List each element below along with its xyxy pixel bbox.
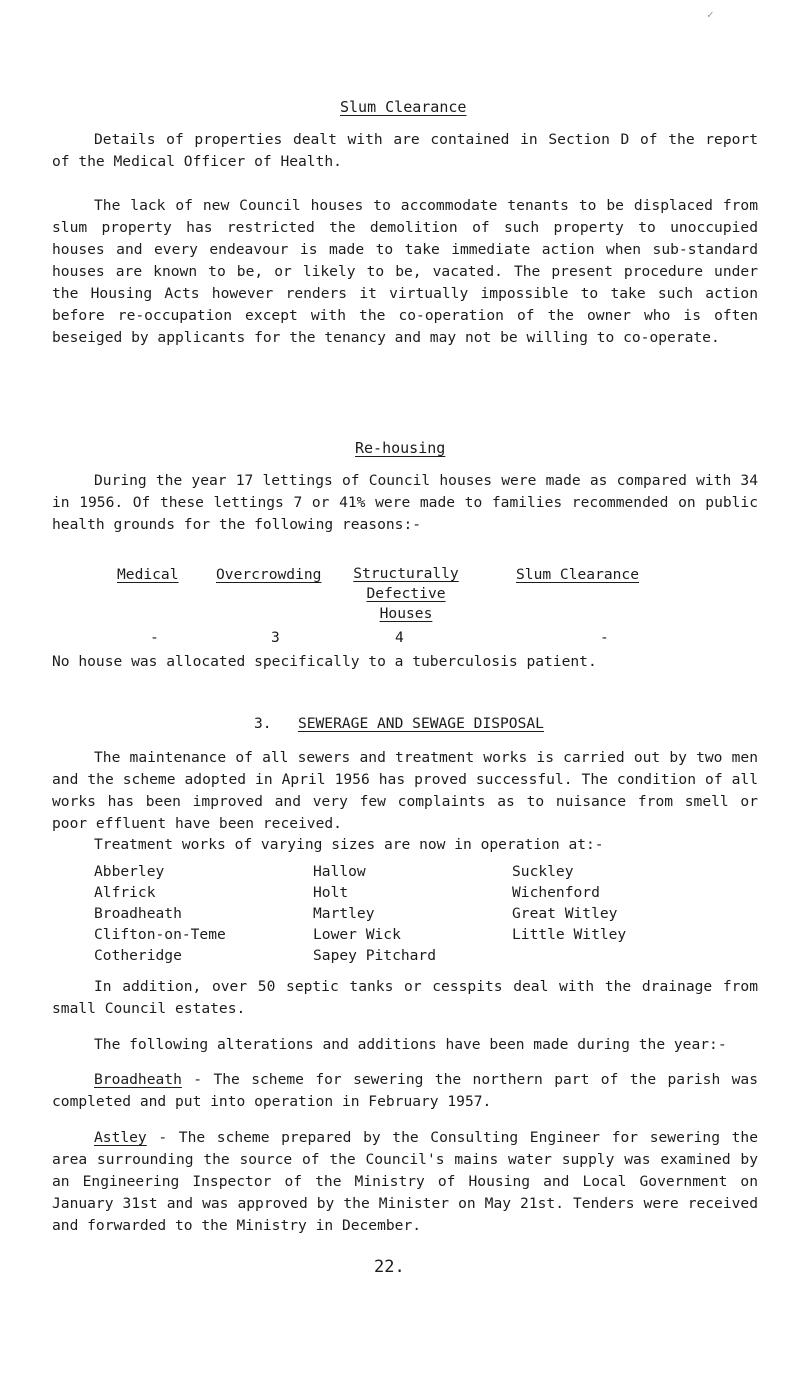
treatment-works-item: Lower Wick bbox=[313, 926, 401, 943]
reason-header-structural bbox=[338, 564, 474, 624]
sewerage-paragraph: The maintenance of all sewers and treatment works is carried out by two men and the scheme adopted in April 1956 has proved successful. The condition of all works has been improved and very few complaints as to nuisance from smell or poor effluent have been received. bbox=[52, 749, 758, 832]
reason-value-structural: 4 bbox=[395, 629, 404, 646]
alterations-intro: The following alterations and additions have been made during the year:- bbox=[94, 1036, 727, 1053]
rehousing-heading: Re-housing bbox=[355, 439, 446, 457]
treatment-works-column-2 bbox=[313, 861, 436, 966]
treatment-works-item: Little Witley bbox=[512, 926, 627, 943]
treatment-works-item: Clifton-on-Teme bbox=[94, 926, 226, 943]
slum-clearance-paragraph-2: The lack of new Council houses to accommodate tenants to be displaced from slum property has restricted the demolition of such property to unoccupied houses and every endeavour is made to take immediate action when sub-standard houses are known to be, or likely to be, vacated. The present procedure under the Housing Acts however renders it virtually impossible to take such action before re-occupation except with the co-operation of the owner who is often beseiged by applicants for the tenancy and may not be willing to co-operate. bbox=[52, 197, 758, 346]
treatment-works-item: Abberley bbox=[94, 863, 165, 880]
alteration-text-astley: - The scheme prepared by the Consulting Engineer for sewering the area surrounding the source of the Council's mains water supply was examined by an Engineering Inspector of the Ministry of Housing and Local Government on January 31st and was approved by the Minister on May 21st. Tenders were received and forwarded to the Ministry in December. bbox=[52, 1129, 758, 1234]
alteration-astley bbox=[52, 1127, 758, 1237]
reason-value-slum-clearance: - bbox=[600, 629, 609, 646]
treatment-works-item: Suckley bbox=[512, 863, 574, 880]
treatment-works-item: Sapey Pitchard bbox=[313, 947, 437, 964]
treatment-works-item: Wichenford bbox=[512, 884, 600, 901]
pencil-tick-mark: ✓ bbox=[707, 8, 714, 21]
treatment-works-item: Great Witley bbox=[512, 905, 618, 922]
reason-header-structural-line-2: Defective bbox=[366, 585, 446, 602]
reason-header-slum-clearance: Slum Clearance bbox=[516, 566, 640, 583]
treatment-works-item: Hallow bbox=[313, 863, 366, 880]
reason-header-structural-line-1: Structurally bbox=[353, 565, 459, 582]
reason-header-medical: Medical bbox=[117, 566, 179, 583]
treatment-works-item: Martley bbox=[313, 905, 375, 922]
sewerage-heading bbox=[254, 713, 544, 735]
treatment-works-item: Cotheridge bbox=[94, 947, 182, 964]
page-number: 22. bbox=[374, 1257, 405, 1277]
treatment-works-column-1 bbox=[94, 861, 226, 966]
treatment-works-item: Holt bbox=[313, 884, 349, 901]
alteration-text-broadheath: - The scheme for sewering the northern part of the parish was completed and put into operation in February 1957. bbox=[52, 1071, 758, 1110]
alteration-place-astley: Astley bbox=[94, 1129, 147, 1146]
tuberculosis-note: No house was allocated specifically to a tuberculosis patient. bbox=[52, 653, 597, 670]
reason-value-overcrowding: 3 bbox=[271, 629, 280, 646]
alteration-broadheath bbox=[52, 1069, 758, 1113]
septic-tanks-paragraph: In addition, over 50 septic tanks or cesspits deal with the drainage from small Council estates. bbox=[52, 978, 758, 1017]
rehousing-intro: During the year 17 lettings of Council houses were made as compared with 34 in 1956. Of these lettings 7 or 41% were made to families recommended on public health grounds for the following reasons:- bbox=[52, 472, 758, 533]
slum-clearance-paragraph-1: Details of properties dealt with are contained in Section D of the report of the Medical Officer of Health. bbox=[52, 131, 758, 170]
treatment-works-intro: Treatment works of varying sizes are now in operation at:- bbox=[94, 836, 604, 853]
sewerage-heading-title: SEWERAGE AND SEWAGE DISPOSAL bbox=[297, 715, 544, 732]
reason-header-structural-line-3: Houses bbox=[379, 605, 433, 622]
reason-header-overcrowding: Overcrowding bbox=[216, 566, 322, 583]
treatment-works-item: Broadheath bbox=[94, 905, 182, 922]
treatment-works-item: Alfrick bbox=[94, 884, 156, 901]
slum-clearance-heading: Slum Clearance bbox=[340, 98, 467, 116]
alteration-place-broadheath: Broadheath bbox=[94, 1071, 182, 1088]
reason-value-medical: - bbox=[150, 629, 159, 646]
sewerage-heading-number: 3. bbox=[254, 715, 272, 732]
treatment-works-column-3 bbox=[512, 861, 626, 945]
